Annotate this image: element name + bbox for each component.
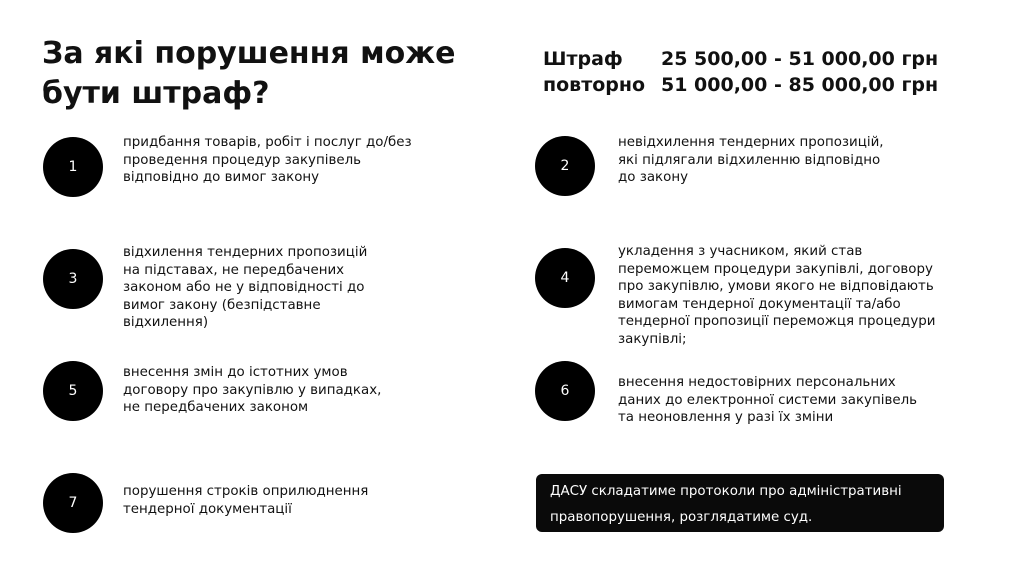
court-note-box [536, 474, 944, 532]
item-line: порушення строків оприлюднення [123, 484, 369, 499]
item-line: тендерної пропозиції переможця процедури [618, 314, 936, 330]
item-line: даних до електронної системи закупівель [618, 392, 918, 408]
fine-label: Штраф [543, 48, 623, 70]
item-line: тендерної документації [123, 501, 292, 517]
item-description-5 [123, 364, 381, 417]
item-line: закупівлі; [618, 331, 687, 347]
item-line: які підлягали відхиленню відповідно [618, 152, 881, 168]
page-title [42, 34, 502, 114]
fine-label: повторно [543, 74, 646, 96]
item-line: договору про закупівлю у випадках, [123, 382, 382, 398]
item-description-4 [618, 243, 935, 349]
item-line: не передбачених законом [123, 400, 309, 416]
item-line: внесення змін до істотних умов [123, 365, 348, 380]
item-description-6 [618, 374, 917, 427]
item-line: до закону [618, 170, 688, 186]
item-number-badge: 2 [535, 136, 595, 196]
item-description-2 [618, 134, 884, 187]
item-line: відхилення) [123, 315, 209, 331]
fine-range: 25 500,00 - 51 000,00 грн [661, 48, 939, 70]
item-line: та неоновлення у разі їх зміни [618, 410, 834, 426]
fine-row-repeat [543, 72, 938, 98]
item-line: законом або не у відповідності до [123, 280, 365, 296]
fine-range: 51 000,00 - 85 000,00 грн [661, 74, 939, 96]
page-title-line-2: бути штраф? [42, 76, 270, 111]
item-line: про закупівлю, умови якого не відповідають [618, 279, 934, 295]
item-number-badge: 3 [43, 249, 103, 309]
page-title-line-1: За які порушення може [42, 36, 456, 71]
item-number-badge: 4 [535, 248, 595, 308]
item-line: укладення з учасником, який став [618, 244, 863, 259]
item-line: невідхилення тендерних пропозицій, [618, 135, 884, 150]
fine-row-first [543, 46, 938, 72]
item-number-badge: 6 [535, 361, 595, 421]
item-description-3 [123, 244, 367, 332]
item-line: відповідно до вимог закону [123, 170, 320, 186]
item-line: відхилення тендерних пропозицій [123, 245, 368, 260]
item-line: внесення недостовірних персональних [618, 375, 896, 390]
item-line: вимогам тендерної документації та/або [618, 296, 901, 312]
item-number-badge: 1 [43, 137, 103, 197]
item-line: вимог закону (безпідставне [123, 297, 321, 313]
item-number-badge: 7 [43, 473, 103, 533]
fine-amounts [543, 46, 938, 98]
item-description-1 [123, 134, 412, 187]
item-line: на підставах, не передбачених [123, 262, 345, 278]
item-line: придбання товарів, робіт і послуг до/без [123, 135, 412, 150]
item-line: проведення процедур закупівель [123, 152, 362, 168]
note-line: ДАСУ складатиме протоколи про адміністративні [550, 484, 902, 499]
item-description-7 [123, 483, 368, 518]
item-number-badge: 5 [43, 361, 103, 421]
item-line: переможцем процедури закупівлі, договору [618, 261, 933, 277]
note-line: правопорушення, розглядатиме суд. [550, 510, 813, 525]
